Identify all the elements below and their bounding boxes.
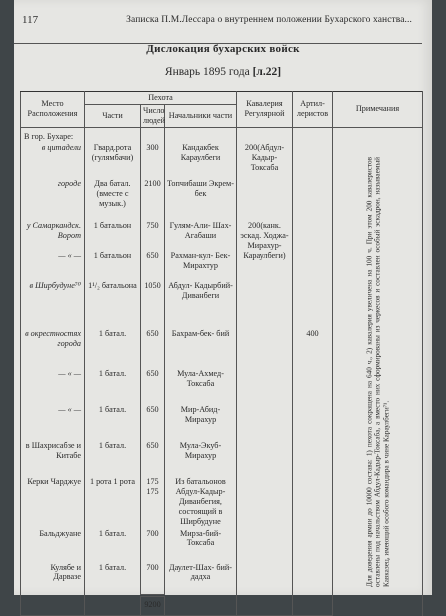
- cell-commander: Абдул- Кадырбий- Диванбеги: [165, 280, 237, 328]
- cell-artillery: [293, 142, 333, 178]
- cell-place: у Самаркандск. Ворот: [21, 220, 85, 250]
- page-number: 117: [22, 14, 39, 26]
- header-place: Место Расположения: [21, 92, 85, 128]
- cell-commander: Мула-Ахмед- Токсаба: [165, 368, 237, 404]
- header-infantry: Пехота: [85, 92, 237, 105]
- cell-place: Кулябе и Дарвазе: [21, 562, 85, 596]
- cell-cavalry: 200(Абдул- Кадыр- Токсаба: [237, 142, 293, 178]
- cell-units: 1 рота 1 рота: [85, 476, 141, 527]
- cell-commander: Бахрам-бек- бий: [165, 328, 237, 368]
- cell-count: 650: [141, 250, 165, 280]
- cell-count: 650: [141, 368, 165, 404]
- section-label: В гор. Бухаре:: [21, 127, 85, 142]
- cell-cavalry: [237, 562, 293, 596]
- cell-cavalry: [237, 528, 293, 562]
- date-text: Январь 1895 года: [164, 66, 250, 78]
- cell-cavalry: [237, 440, 293, 476]
- header-commanders: Начальники части: [165, 104, 237, 127]
- cell-units: 1 батал.: [85, 528, 141, 562]
- cell-count: 1050: [141, 280, 165, 328]
- dislocation-table: [20, 91, 423, 616]
- cell-place: в Шахрисабзе и Китабе: [21, 440, 85, 476]
- running-title: Записка П.М.Лессара о внутреннем положении Бухарского ханства...: [126, 15, 412, 25]
- cell-units: 1 батал.: [85, 440, 141, 476]
- cell-artillery: [293, 476, 333, 527]
- table-row: [21, 127, 423, 142]
- cell-artillery: [293, 368, 333, 404]
- cell-units: 1¹/₂ батальона: [85, 280, 141, 328]
- cell-commander: Мула-Экуб- Мирахур: [165, 440, 237, 476]
- note-text: Для доведения армии до 10000 состава: 1) пехота сокращена на 640 ч., 2) кавалерия увеличена на 100 ч. При этом 200 кавалеристов оставлены под начальством Абдул-Кадыр-Токсаба, а вместо них сформированы из черкесов и составлен особый эскадрон, называемый Кавказец, имеющий особого командира в чине Караулбеги⁷¹.: [365, 156, 390, 587]
- cell-units: Два батал. (вместе с музык.): [85, 178, 141, 220]
- date-line: [14, 66, 432, 78]
- cell-units: 1 батал.: [85, 328, 141, 368]
- cell-place: в окрестностях города: [21, 328, 85, 368]
- cell-artillery: [293, 404, 333, 440]
- cell-artillery: 400: [293, 328, 333, 368]
- cell-commander: Мирза-бий- Токсаба: [165, 528, 237, 562]
- section-title: Дислокация бухарских войск: [146, 43, 300, 55]
- cell-place: — « —: [21, 250, 85, 280]
- cell-place: Керки Чарджуе: [21, 476, 85, 527]
- cell-commander: Из батальонов Абдул-Кадыр- Диванбегия, состоящий в Ширбудуне: [165, 476, 237, 527]
- cell-cavalry: [237, 178, 293, 220]
- folio-ref: [л.22]: [252, 66, 282, 78]
- cell-units: 1 батал.: [85, 404, 141, 440]
- cell-cavalry: [237, 328, 293, 368]
- cell-artillery: [293, 280, 333, 328]
- cell-commander: Гулям-Али- Шах-Агабаши: [165, 220, 237, 250]
- cell-place: городе: [21, 178, 85, 220]
- cell-artillery: [293, 220, 333, 250]
- cell-cavalry: [237, 368, 293, 404]
- cell-commander: Мир-Абид- Мирахур: [165, 404, 237, 440]
- cell-artillery: [293, 440, 333, 476]
- cell-count: 300: [141, 142, 165, 178]
- cell-count: 700: [141, 528, 165, 562]
- cell-commander: Топчибаши Экрем-бек: [165, 178, 237, 220]
- cell-count: 175 175: [141, 476, 165, 527]
- cell-artillery: [293, 528, 333, 562]
- cell-artillery: [293, 178, 333, 220]
- cell-count: 2100: [141, 178, 165, 220]
- cell-place: Бальджуане: [21, 528, 85, 562]
- running-head: [14, 14, 432, 32]
- cell-units: 1 батальон: [85, 250, 141, 280]
- total-value: 9200: [141, 596, 165, 616]
- header-cavalry: Кавалерия Регулярной: [237, 92, 293, 128]
- cell-count: 650: [141, 440, 165, 476]
- cell-count: 750: [141, 220, 165, 250]
- header-count: Число людей: [141, 104, 165, 127]
- cell-units: 1 батальон: [85, 220, 141, 250]
- book-page: [14, 0, 432, 610]
- notes-cell: [333, 127, 423, 616]
- cell-cavalry: [237, 476, 293, 527]
- dislocation-table-wrap: [20, 91, 422, 616]
- cell-cavalry: 200(канк. эскад. Ходжа- Мирахур- Караулбеги): [237, 220, 293, 280]
- cell-count: 700: [141, 562, 165, 596]
- cell-units: 1 батал.: [85, 368, 141, 404]
- header-units: Части: [85, 104, 141, 127]
- header-notes: Примечания: [333, 92, 423, 128]
- cell-commander: Кандакбек Караулбеги: [165, 142, 237, 178]
- cell-place: в Ширбудуне⁷⁰: [21, 280, 85, 328]
- cell-commander: Даулет-Шах- бий-дадха: [165, 562, 237, 596]
- cell-units: Гвард.рота (гулямбачи): [85, 142, 141, 178]
- cell-commander: Рахман-кул- Бек-Мирахтур: [165, 250, 237, 280]
- cell-artillery: [293, 250, 333, 280]
- cell-place: — « —: [21, 368, 85, 404]
- cell-count: 650: [141, 404, 165, 440]
- cell-cavalry: [237, 280, 293, 328]
- cell-place: — « —: [21, 404, 85, 440]
- cell-artillery: [293, 562, 333, 596]
- cell-place: в цитадели: [21, 142, 85, 178]
- cell-units: 1 батал.: [85, 562, 141, 596]
- cell-cavalry: [237, 404, 293, 440]
- cell-count: 650: [141, 328, 165, 368]
- header-artillery: Артил- леристов: [293, 92, 333, 128]
